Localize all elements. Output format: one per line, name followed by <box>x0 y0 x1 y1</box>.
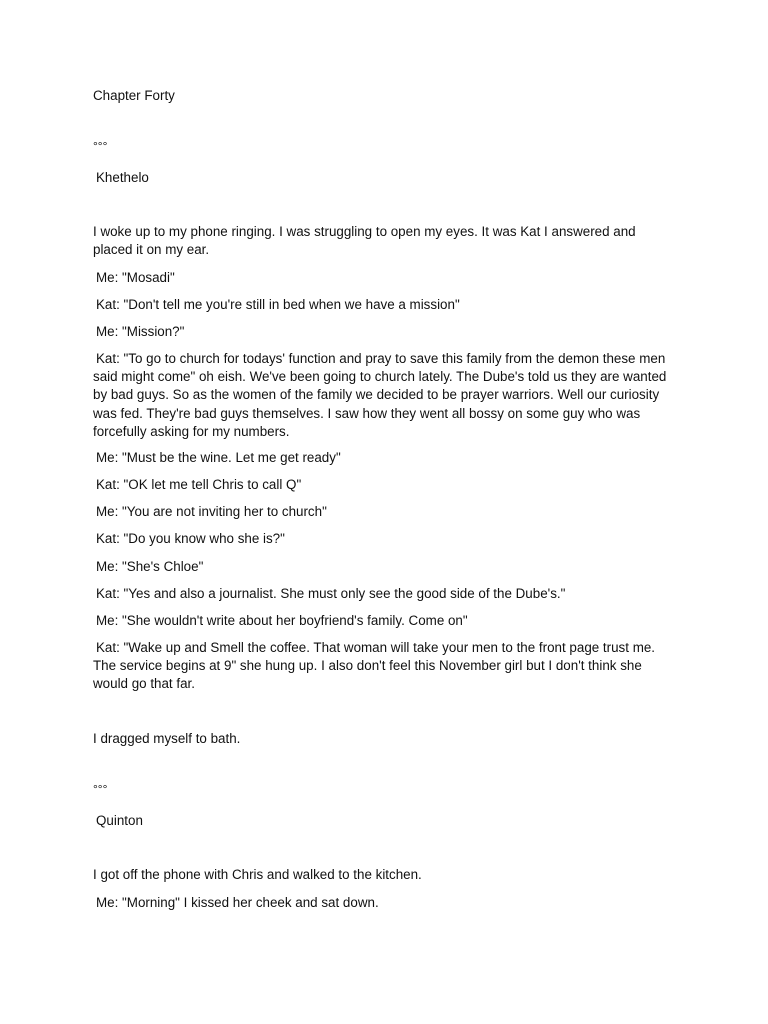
dialogue-line: Kat: "Don't tell me you're still in bed when we have a mission" <box>96 297 460 312</box>
dialogue-line: Me: "Must be the wine. Let me get ready" <box>96 450 341 465</box>
dialogue-paragraph: Kat: "Wake up and Smell the coffee. That woman will take your men to the front page trust me. The service begins at 9" she hung up. I also don't feel this November girl but I don't think she would go that far. <box>93 640 656 692</box>
dialogue-line: Kat: "Do you know who she is?" <box>96 531 285 546</box>
dialogue-line: Me: "Morning" I kissed her cheek and sat down. <box>96 895 379 910</box>
dialogue-line: Kat: "OK let me tell Chris to call Q" <box>96 477 302 492</box>
section-separator: °°° <box>93 139 108 153</box>
dialogue-line: Me: "Mission?" <box>96 324 185 339</box>
paragraph: I dragged myself to bath. <box>93 731 241 746</box>
dialogue-line: Me: "She's Chloe" <box>96 559 204 574</box>
chapter-title: Chapter Forty <box>93 88 175 103</box>
dialogue-line: Me: "You are not inviting her to church" <box>96 504 327 519</box>
dialogue-line: Kat: "Yes and also a journalist. She must only see the good side of the Dube's." <box>96 586 566 601</box>
paragraph: I woke up to my phone ringing. I was struggling to open my eyes. It was Kat I answered and placed it on my ear. <box>93 224 636 258</box>
paragraph: I got off the phone with Chris and walked to the kitchen. <box>93 867 422 882</box>
section-separator: °°° <box>93 782 108 796</box>
dialogue-line: Me: "She wouldn't write about her boyfriend's family. Come on" <box>96 613 468 628</box>
dialogue-line: Me: "Mosadi" <box>96 270 175 285</box>
narrator-heading: Quinton <box>96 813 143 828</box>
narrator-heading: Khethelo <box>96 170 149 185</box>
dialogue-paragraph: Kat: "To go to church for todays' function and pray to save this family from the demon these men said might come" oh eish. We've been going to church lately. The Dube's told us they are wanted by bad guys. So as the women of the family we decided to be prayer warriors. Well our curiosity was fed. They're bad guys themselves. I saw how they went all bossy on some guy who was forcefully asking for my numbers. <box>93 351 667 439</box>
